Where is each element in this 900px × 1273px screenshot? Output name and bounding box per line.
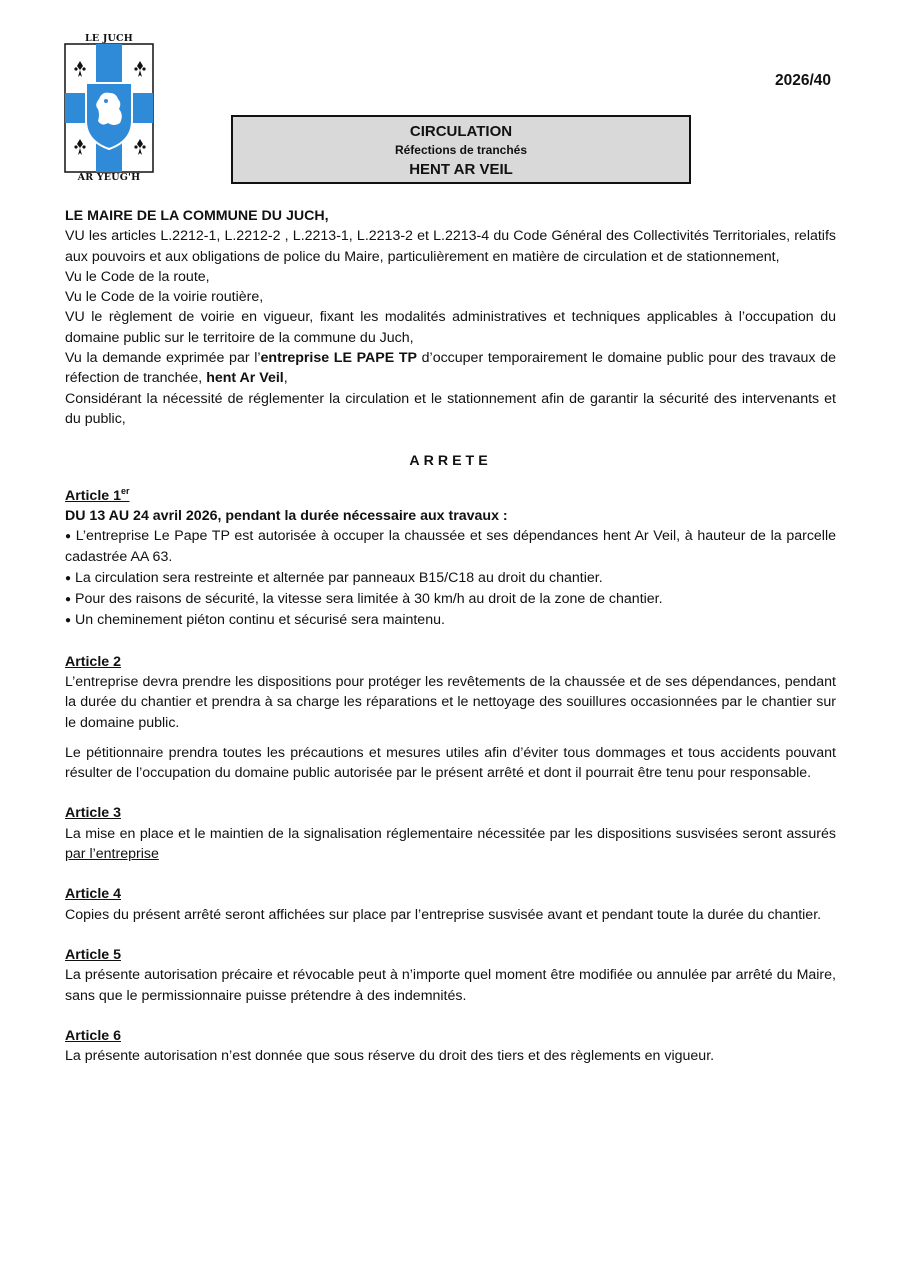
considerant: Considérant la nécessité de réglementer la circulation et le stationnement afin de garantir la sécurité des intervenants et du public,: [65, 390, 836, 427]
article-6-heading: Article 6: [65, 1027, 121, 1044]
vu-demande: [65, 348, 836, 389]
article-2-paragraph-2: Le pétitionnaire prendra toutes les précautions et mesures utiles afin d’éviter tous dommages et tous accidents pouvant résulter de l’occupation du domaine public autorisée par le présent arrêté et dont il pourrait être tenu pour responsable.: [65, 744, 836, 782]
article-3-text-main: La mise en place et le maintien de la signalisation réglementaire nécessitée par les dispositions susvisées seront assurés: [65, 825, 836, 842]
article-1-heading: [65, 486, 836, 506]
article-1-dates: DU 13 AU 24 avril 2026, pendant la durée nécessaire aux travaux :: [65, 507, 508, 524]
vu-demande-text-c: d’occuper temporairement le domaine public pour des travaux de réfection de tranchée,: [65, 350, 836, 387]
article-1-bullet-2: ● La circulation sera restreinte et alternée par panneaux B15/C18 au droit du chantier.: [65, 568, 836, 589]
article-4-heading: Article 4: [65, 886, 121, 903]
title-box: [231, 115, 691, 184]
commune-coat-of-arms: [64, 33, 154, 183]
article-5-text: La présente autorisation précaire et révocable peut à n’importe quel moment être modifiée ou annulée par arrêté du Maire, sans que le permissionnaire puisse prétendre à des indemnités.: [65, 967, 836, 1004]
decree-reference-number: 2026/40: [774, 72, 831, 89]
article-1-bullet-3: ● Pour des raisons de sécurité, la vitesse sera limitée à 30 km/h au droit de la zone de chantier.: [65, 589, 836, 610]
article-3-text-underlined: par l’entreprise: [65, 846, 159, 863]
article-5-heading: Article 5: [65, 946, 121, 963]
vu-articles: VU les articles L.2212-1, L.2212-2 , L.2213-1, L.2213-2 et L.2213-4 du Code Général des Collectivités Territoriales, relatifs aux pouvoirs et aux obligations de police du Maire, particulièrement en matière de circulation et de stationnement,: [65, 228, 836, 265]
company-name: entreprise LE PAPE TP: [260, 350, 417, 367]
article-3-heading: Article 3: [65, 805, 121, 822]
article-1-bullet-1: ● L’entreprise Le Pape TP est autorisée à occuper la chaussée et ses dépendances hent Ar Veil, à hauteur de la parcelle cadastrée AA 63.: [65, 526, 836, 568]
article-1-bullet-4: ● Un cheminement piéton continu et sécurisé sera maintenu.: [65, 610, 836, 631]
vu-demande-text-a: Vu la demande exprimée par l’: [65, 350, 261, 367]
vu-code-voirie: Vu le Code de la voirie routière,: [65, 289, 264, 306]
article-3-text: [65, 824, 836, 865]
logo-top-text: LE JUCH: [85, 33, 133, 44]
article-2-paragraph-1: L’entreprise devra prendre les dispositions pour protéger les revêtements de la chaussée et de ses dépendances, pendant la durée du chantier et prendra à sa charge les réparations et le nettoyage des souillures occasionnées par le chantier sur le domaine public.: [65, 673, 836, 731]
title-line-3: HENT AR VEIL: [409, 161, 513, 178]
mayor-header: LE MAIRE DE LA COMMUNE DU JUCH,: [65, 208, 329, 224]
street-name: hent Ar Veil: [206, 370, 284, 387]
article-2-heading: Article 2: [65, 653, 121, 670]
article-4-text: Copies du présent arrêté seront affichées sur place par l’entreprise susvisée avant et pendant toute la durée du chantier.: [65, 906, 822, 923]
title-line-2: Réfections de tranchés: [394, 143, 528, 157]
title-line-1: CIRCULATION: [409, 123, 513, 140]
article-1-heading-sup: er: [121, 485, 130, 496]
document-body: [65, 206, 836, 1066]
coat-of-arms-shield: [64, 43, 154, 175]
article-1-heading-text: Article 1: [65, 487, 121, 504]
article-6-text: La présente autorisation n’est donnée que sous réserve du droit des tiers et des règlements en vigueur.: [65, 1048, 715, 1065]
vu-code-route: Vu le Code de la route,: [65, 268, 210, 285]
vu-reglement-voirie: VU le règlement de voirie en vigueur, fixant les modalités administratives et techniques applicables à l’occupation du domaine public sur le territoire de la commune du Juch,: [65, 309, 836, 346]
logo-bottom-text: AR YEUG'H: [77, 172, 141, 183]
arrete-title: ARRETE: [409, 453, 492, 470]
vu-demande-text-e: ,: [283, 370, 288, 387]
